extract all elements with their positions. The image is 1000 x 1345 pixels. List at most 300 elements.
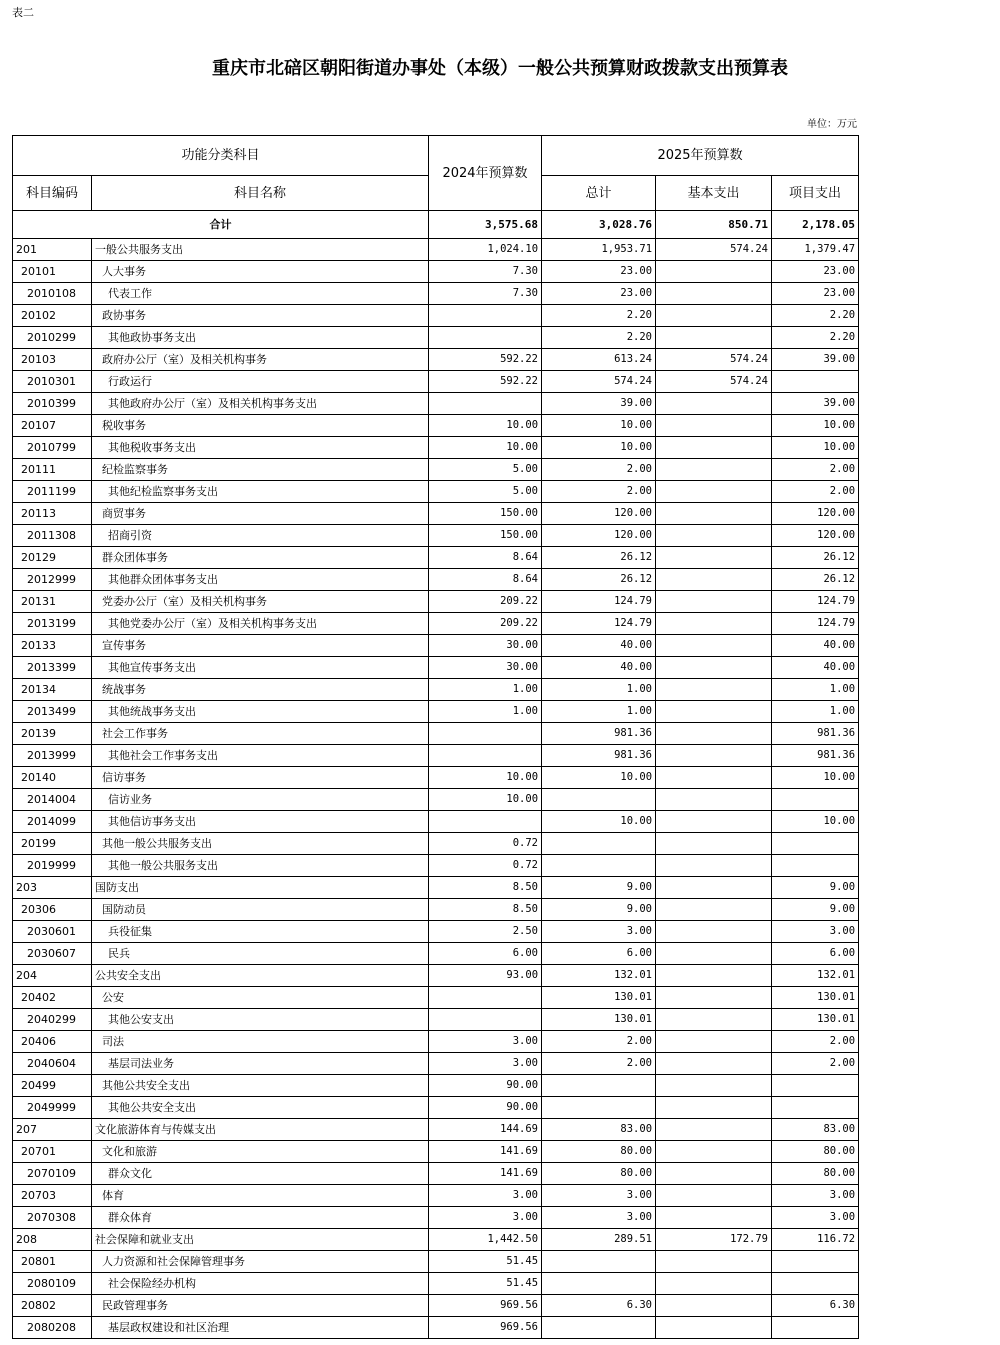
row-total: 26.12: [542, 547, 656, 569]
row-code: 20103: [13, 349, 92, 371]
row-basic: [656, 613, 772, 635]
row-project: 40.00: [772, 635, 859, 657]
row-basic: [656, 569, 772, 591]
total-basic: 850.71: [656, 211, 772, 239]
row-project: 2.00: [772, 1031, 859, 1053]
row-basic: [656, 1009, 772, 1031]
row-2024: 3.00: [429, 1053, 542, 1075]
total-total: 3,028.76: [542, 211, 656, 239]
row-code: 20406: [13, 1031, 92, 1053]
row-name: 其他宣传事务支出: [92, 657, 429, 679]
row-code: 20703: [13, 1185, 92, 1207]
row-2024: 8.64: [429, 547, 542, 569]
row-2024: [429, 811, 542, 833]
row-code: 2070109: [13, 1163, 92, 1185]
table-row: [13, 1119, 859, 1141]
row-2024: [429, 305, 542, 327]
row-project: 23.00: [772, 261, 859, 283]
row-2024: 0.72: [429, 833, 542, 855]
row-name: 民兵: [92, 943, 429, 965]
row-basic: [656, 1185, 772, 1207]
row-basic: [656, 635, 772, 657]
row-basic: [656, 327, 772, 349]
row-2024: 969.56: [429, 1295, 542, 1317]
row-basic: [656, 1207, 772, 1229]
table-row: [13, 1053, 859, 1075]
row-total: 2.00: [542, 1031, 656, 1053]
row-total: 981.36: [542, 745, 656, 767]
row-basic: [656, 305, 772, 327]
row-basic: [656, 591, 772, 613]
row-basic: 574.24: [656, 239, 772, 261]
header-project: 项目支出: [772, 176, 859, 211]
row-code: 20402: [13, 987, 92, 1009]
table-row: [13, 569, 859, 591]
row-code: 20499: [13, 1075, 92, 1097]
row-total: [542, 1317, 656, 1339]
row-2024: 7.30: [429, 283, 542, 305]
row-project: 83.00: [772, 1119, 859, 1141]
row-2024: 1.00: [429, 679, 542, 701]
row-name: 政府办公厅（室）及相关机构事务: [92, 349, 429, 371]
row-code: 2040299: [13, 1009, 92, 1031]
row-project: 26.12: [772, 569, 859, 591]
row-name: 民政管理事务: [92, 1295, 429, 1317]
table-row: [13, 657, 859, 679]
row-basic: [656, 503, 772, 525]
row-basic: [656, 1251, 772, 1273]
row-name: 兵役征集: [92, 921, 429, 943]
unit-label: 单位：万元: [807, 119, 857, 130]
row-2024: 1,442.50: [429, 1229, 542, 1251]
row-name: 信访事务: [92, 767, 429, 789]
row-2024: 90.00: [429, 1097, 542, 1119]
table-row: [13, 547, 859, 569]
total-row: [13, 211, 859, 239]
row-name: 其他信访事务支出: [92, 811, 429, 833]
row-2024: 30.00: [429, 635, 542, 657]
row-2024: 141.69: [429, 1163, 542, 1185]
table-row: [13, 1251, 859, 1273]
row-basic: [656, 987, 772, 1009]
header-2024: 2024年预算数: [429, 136, 542, 211]
row-project: [772, 1097, 859, 1119]
row-name: 政协事务: [92, 305, 429, 327]
table-row: [13, 1163, 859, 1185]
header-2025-group: 2025年预算数: [542, 136, 859, 176]
row-basic: [656, 1097, 772, 1119]
row-project: [772, 371, 859, 393]
row-basic: [656, 767, 772, 789]
row-total: 1.00: [542, 679, 656, 701]
row-name: 其他公共安全支出: [92, 1097, 429, 1119]
table-row: [13, 965, 859, 987]
row-2024: 592.22: [429, 349, 542, 371]
row-total: 40.00: [542, 657, 656, 679]
row-code: 20139: [13, 723, 92, 745]
row-2024: 6.00: [429, 943, 542, 965]
row-basic: [656, 1141, 772, 1163]
row-code: 2010299: [13, 327, 92, 349]
row-code: 2080208: [13, 1317, 92, 1339]
table-row: [13, 239, 859, 261]
row-project: 6.00: [772, 943, 859, 965]
row-2024: 30.00: [429, 657, 542, 679]
row-name: 一般公共服务支出: [92, 239, 429, 261]
row-2024: [429, 723, 542, 745]
row-code: 2012999: [13, 569, 92, 591]
row-code: 20802: [13, 1295, 92, 1317]
table-row: [13, 1295, 859, 1317]
row-basic: [656, 415, 772, 437]
row-project: [772, 1075, 859, 1097]
row-2024: 150.00: [429, 525, 542, 547]
row-code: 20113: [13, 503, 92, 525]
table-row: [13, 613, 859, 635]
row-code: 2011308: [13, 525, 92, 547]
row-project: 981.36: [772, 745, 859, 767]
row-project: [772, 1317, 859, 1339]
row-total: [542, 1097, 656, 1119]
row-name: 其他政府办公厅（室）及相关机构事务支出: [92, 393, 429, 415]
row-code: 203: [13, 877, 92, 899]
row-name: 司法: [92, 1031, 429, 1053]
table-row: [13, 877, 859, 899]
row-total: [542, 1273, 656, 1295]
row-total: 9.00: [542, 877, 656, 899]
row-2024: 0.72: [429, 855, 542, 877]
row-project: [772, 833, 859, 855]
row-name: 人大事务: [92, 261, 429, 283]
table-row: [13, 767, 859, 789]
row-name: 商贸事务: [92, 503, 429, 525]
row-2024: [429, 745, 542, 767]
row-project: 120.00: [772, 503, 859, 525]
row-2024: 209.22: [429, 613, 542, 635]
row-name: 基层政权建设和社区治理: [92, 1317, 429, 1339]
table-row: [13, 811, 859, 833]
row-name: 其他公安支出: [92, 1009, 429, 1031]
row-basic: [656, 899, 772, 921]
row-name: 党委办公厅（室）及相关机构事务: [92, 591, 429, 613]
row-project: 10.00: [772, 811, 859, 833]
row-code: 20101: [13, 261, 92, 283]
row-basic: [656, 657, 772, 679]
row-project: [772, 1251, 859, 1273]
row-2024: 592.22: [429, 371, 542, 393]
row-total: 124.79: [542, 591, 656, 613]
row-code: 20306: [13, 899, 92, 921]
row-project: 116.72: [772, 1229, 859, 1251]
row-basic: [656, 393, 772, 415]
row-code: 2080109: [13, 1273, 92, 1295]
row-name: 社会保险经办机构: [92, 1273, 429, 1295]
row-project: 10.00: [772, 415, 859, 437]
row-basic: [656, 921, 772, 943]
row-2024: 3.00: [429, 1185, 542, 1207]
row-basic: [656, 943, 772, 965]
row-code: 2010108: [13, 283, 92, 305]
row-2024: 8.64: [429, 569, 542, 591]
row-name: 其他税收事务支出: [92, 437, 429, 459]
row-name: 其他政协事务支出: [92, 327, 429, 349]
row-basic: 574.24: [656, 349, 772, 371]
row-2024: 144.69: [429, 1119, 542, 1141]
row-name: 税收事务: [92, 415, 429, 437]
row-total: 3.00: [542, 1207, 656, 1229]
row-name: 公安: [92, 987, 429, 1009]
table-row: [13, 1317, 859, 1339]
row-name: 公共安全支出: [92, 965, 429, 987]
row-code: 20111: [13, 459, 92, 481]
row-project: 1.00: [772, 701, 859, 723]
table-row: [13, 349, 859, 371]
row-total: 2.20: [542, 305, 656, 327]
table-tag: 表二: [12, 6, 34, 19]
table-row: [13, 1229, 859, 1251]
row-total: 6.30: [542, 1295, 656, 1317]
row-code: 20131: [13, 591, 92, 613]
row-2024: [429, 327, 542, 349]
row-project: 10.00: [772, 767, 859, 789]
row-project: 132.01: [772, 965, 859, 987]
table-row: [13, 415, 859, 437]
row-total: [542, 1251, 656, 1273]
row-name: 统战事务: [92, 679, 429, 701]
budget-table: [12, 135, 859, 1339]
row-total: 981.36: [542, 723, 656, 745]
table-row: [13, 305, 859, 327]
row-2024: 51.45: [429, 1251, 542, 1273]
row-code: 2013999: [13, 745, 92, 767]
row-name: 其他统战事务支出: [92, 701, 429, 723]
table-row: [13, 855, 859, 877]
row-project: 2.00: [772, 459, 859, 481]
row-2024: 1,024.10: [429, 239, 542, 261]
total-project: 2,178.05: [772, 211, 859, 239]
row-name: 文化旅游体育与传媒支出: [92, 1119, 429, 1141]
row-basic: [656, 1317, 772, 1339]
table-row: [13, 1009, 859, 1031]
row-basic: [656, 1031, 772, 1053]
row-basic: [656, 1273, 772, 1295]
header-func-group: 功能分类科目: [13, 136, 429, 176]
row-project: 124.79: [772, 591, 859, 613]
header-row-1: [13, 136, 859, 176]
row-total: 2.00: [542, 1053, 656, 1075]
row-total: 10.00: [542, 811, 656, 833]
row-project: 2.20: [772, 305, 859, 327]
row-total: [542, 789, 656, 811]
row-project: 39.00: [772, 393, 859, 415]
table-row: [13, 393, 859, 415]
row-code: 20107: [13, 415, 92, 437]
table-row: [13, 503, 859, 525]
row-basic: [656, 437, 772, 459]
row-name: 纪检监察事务: [92, 459, 429, 481]
row-2024: [429, 987, 542, 1009]
row-2024: [429, 393, 542, 415]
row-2024: 3.00: [429, 1031, 542, 1053]
table-row: [13, 481, 859, 503]
row-code: 20102: [13, 305, 92, 327]
table-row: [13, 371, 859, 393]
row-basic: [656, 1053, 772, 1075]
row-total: 80.00: [542, 1141, 656, 1163]
row-project: 9.00: [772, 899, 859, 921]
row-total: 1,953.71: [542, 239, 656, 261]
row-project: 124.79: [772, 613, 859, 635]
table-row: [13, 459, 859, 481]
row-code: 2014099: [13, 811, 92, 833]
row-total: 9.00: [542, 899, 656, 921]
row-basic: [656, 965, 772, 987]
row-project: 1,379.47: [772, 239, 859, 261]
row-2024: 5.00: [429, 481, 542, 503]
row-total: 289.51: [542, 1229, 656, 1251]
row-total: 130.01: [542, 1009, 656, 1031]
row-2024: [429, 1009, 542, 1031]
row-code: 2014004: [13, 789, 92, 811]
row-code: 204: [13, 965, 92, 987]
row-code: 20801: [13, 1251, 92, 1273]
total-label: 合计: [13, 211, 429, 239]
row-basic: 574.24: [656, 371, 772, 393]
row-project: 2.00: [772, 1053, 859, 1075]
row-basic: [656, 547, 772, 569]
row-total: [542, 833, 656, 855]
row-basic: [656, 525, 772, 547]
row-total: 3.00: [542, 1185, 656, 1207]
row-project: 26.12: [772, 547, 859, 569]
table-row: [13, 1097, 859, 1119]
row-basic: [656, 1075, 772, 1097]
row-project: 2.00: [772, 481, 859, 503]
row-total: 10.00: [542, 415, 656, 437]
row-2024: 10.00: [429, 437, 542, 459]
row-2024: 10.00: [429, 789, 542, 811]
row-basic: [656, 789, 772, 811]
row-project: 2.20: [772, 327, 859, 349]
row-basic: [656, 833, 772, 855]
row-project: 130.01: [772, 1009, 859, 1031]
row-basic: [656, 723, 772, 745]
row-name: 宣传事务: [92, 635, 429, 657]
table-row: [13, 591, 859, 613]
row-name: 群众团体事务: [92, 547, 429, 569]
row-name: 群众文化: [92, 1163, 429, 1185]
row-code: 2019999: [13, 855, 92, 877]
row-total: [542, 1075, 656, 1097]
row-name: 群众体育: [92, 1207, 429, 1229]
row-name: 体育: [92, 1185, 429, 1207]
table-row: [13, 723, 859, 745]
row-basic: [656, 811, 772, 833]
row-name: 其他群众团体事务支出: [92, 569, 429, 591]
row-total: 26.12: [542, 569, 656, 591]
table-row: [13, 1031, 859, 1053]
header-name: 科目名称: [92, 176, 429, 211]
page-title: 重庆市北碚区朝阳街道办事处（本级）一般公共预算财政拨款支出预算表: [212, 58, 788, 79]
row-2024: 969.56: [429, 1317, 542, 1339]
table-row: [13, 833, 859, 855]
row-total: 23.00: [542, 261, 656, 283]
row-2024: 10.00: [429, 767, 542, 789]
row-name: 基层司法业务: [92, 1053, 429, 1075]
row-2024: 7.30: [429, 261, 542, 283]
table-row: [13, 525, 859, 547]
row-code: 2011199: [13, 481, 92, 503]
row-code: 2010399: [13, 393, 92, 415]
row-name: 招商引资: [92, 525, 429, 547]
row-total: [542, 855, 656, 877]
row-total: 23.00: [542, 283, 656, 305]
row-code: 2013199: [13, 613, 92, 635]
row-2024: 3.00: [429, 1207, 542, 1229]
row-basic: [656, 261, 772, 283]
row-project: 40.00: [772, 657, 859, 679]
row-basic: [656, 679, 772, 701]
row-total: 3.00: [542, 921, 656, 943]
row-2024: 90.00: [429, 1075, 542, 1097]
row-2024: 150.00: [429, 503, 542, 525]
row-project: 130.01: [772, 987, 859, 1009]
row-code: 2070308: [13, 1207, 92, 1229]
row-code: 2013499: [13, 701, 92, 723]
row-code: 20140: [13, 767, 92, 789]
row-name: 信访业务: [92, 789, 429, 811]
header-basic: 基本支出: [656, 176, 772, 211]
row-basic: [656, 745, 772, 767]
row-2024: 2.50: [429, 921, 542, 943]
row-total: 120.00: [542, 503, 656, 525]
table-row: [13, 987, 859, 1009]
row-basic: [656, 701, 772, 723]
row-total: 613.24: [542, 349, 656, 371]
row-code: 2049999: [13, 1097, 92, 1119]
row-code: 2030601: [13, 921, 92, 943]
row-2024: 51.45: [429, 1273, 542, 1295]
row-total: 130.01: [542, 987, 656, 1009]
row-basic: [656, 1295, 772, 1317]
row-name: 文化和旅游: [92, 1141, 429, 1163]
row-total: 124.79: [542, 613, 656, 635]
row-basic: [656, 283, 772, 305]
row-code: 20133: [13, 635, 92, 657]
row-project: [772, 1273, 859, 1295]
row-2024: 1.00: [429, 701, 542, 723]
row-basic: [656, 1119, 772, 1141]
row-total: 132.01: [542, 965, 656, 987]
row-project: 1.00: [772, 679, 859, 701]
row-total: 1.00: [542, 701, 656, 723]
row-total: 10.00: [542, 767, 656, 789]
row-code: 201: [13, 239, 92, 261]
row-name: 国防支出: [92, 877, 429, 899]
row-total: 80.00: [542, 1163, 656, 1185]
row-project: 981.36: [772, 723, 859, 745]
row-basic: [656, 855, 772, 877]
table-row: [13, 635, 859, 657]
row-project: 3.00: [772, 1207, 859, 1229]
table-row: [13, 1273, 859, 1295]
row-project: 3.00: [772, 921, 859, 943]
row-code: 207: [13, 1119, 92, 1141]
table-row: [13, 899, 859, 921]
table-row: [13, 1207, 859, 1229]
row-total: 83.00: [542, 1119, 656, 1141]
row-project: 3.00: [772, 1185, 859, 1207]
